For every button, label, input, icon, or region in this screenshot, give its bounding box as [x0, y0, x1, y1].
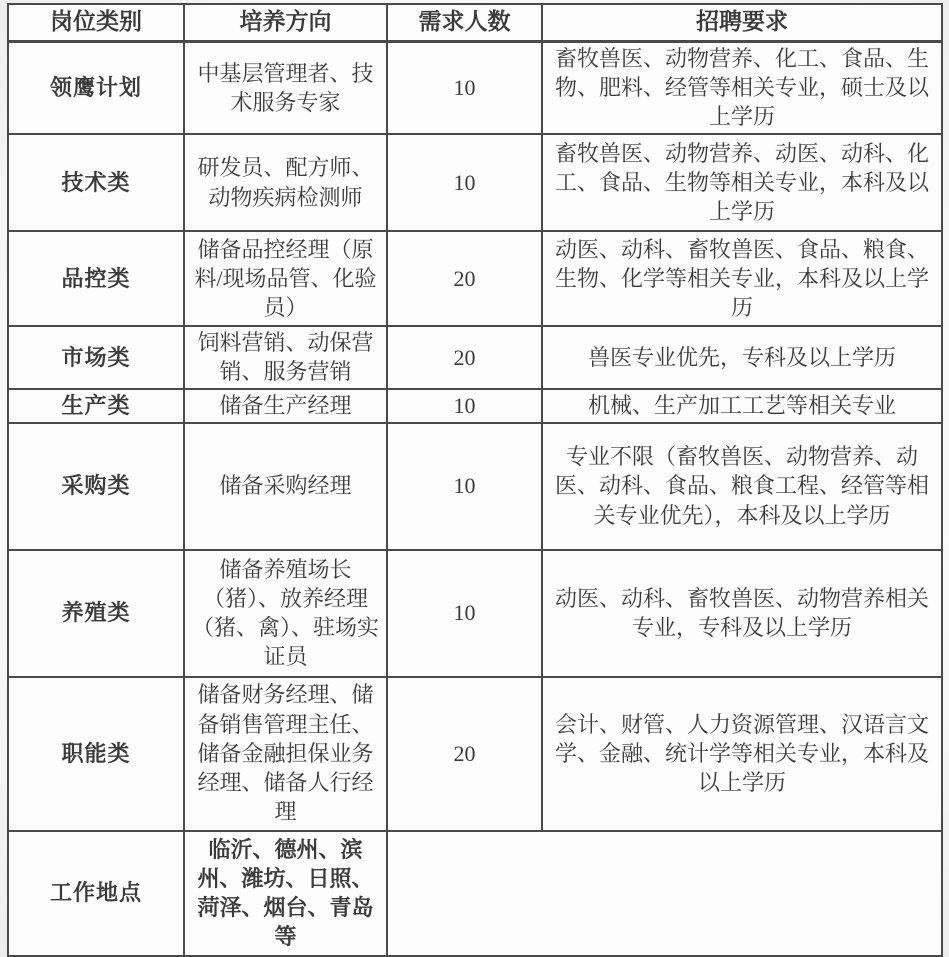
work-location-label: 工作地点 — [8, 831, 184, 956]
requirements-cell: 畜牧兽医、动物营养、化工、食品、生物、肥料、经管等相关专业，硕士及以上学历 — [542, 41, 942, 134]
header-direction: 培养方向 — [184, 4, 387, 41]
table-row — [8, 550, 942, 677]
direction-cell: 储备生产经理 — [184, 389, 387, 423]
category-cell: 养殖类 — [8, 550, 184, 677]
count-cell: 20 — [387, 677, 542, 831]
work-location-list: 临沂、德州、滨州、潍坊、日照、菏泽、烟台、青岛等 — [184, 831, 387, 956]
table-row — [8, 423, 942, 550]
count-cell: 10 — [387, 41, 542, 134]
direction-cell: 储备采购经理 — [184, 423, 387, 550]
header-count: 需求人数 — [387, 4, 542, 41]
table-row — [8, 389, 942, 423]
table-row — [8, 41, 942, 134]
count-cell: 10 — [387, 389, 542, 423]
category-cell: 生产类 — [8, 389, 184, 423]
direction-cell: 储备品控经理（原料/现场品管、化验员） — [184, 231, 387, 326]
requirements-cell: 机械、生产加工工艺等相关专业 — [542, 389, 942, 423]
table-row — [8, 677, 942, 831]
requirements-cell: 专业不限（畜牧兽医、动物营养、动医、动科、食品、粮食工程、经管等相关专业优先），本科及以上学历 — [542, 423, 942, 550]
count-cell: 20 — [387, 326, 542, 389]
category-cell: 品控类 — [8, 231, 184, 326]
direction-cell: 储备养殖场长（猪）、放养经理（猪、禽）、驻场实证员 — [184, 550, 387, 677]
direction-cell: 储备财务经理、储备销售管理主任、储备金融担保业务经理、储备人行经理 — [184, 677, 387, 831]
requirements-cell: 动医、动科、畜牧兽医、食品、粮食、生物、化学等相关专业，本科及以上学历 — [542, 231, 942, 326]
table-header-row — [8, 4, 942, 41]
category-cell: 市场类 — [8, 326, 184, 389]
empty-merged-cell — [387, 831, 942, 956]
table-row — [8, 326, 942, 389]
requirements-cell: 兽医专业优先，专科及以上学历 — [542, 326, 942, 389]
table-row — [8, 231, 942, 326]
requirements-cell: 动医、动科、畜牧兽医、动物营养相关专业，专科及以上学历 — [542, 550, 942, 677]
requirements-cell: 会计、财管、人力资源管理、汉语言文学、金融、统计学等相关专业，本科及以上学历 — [542, 677, 942, 831]
category-cell: 技术类 — [8, 134, 184, 231]
category-cell: 领鹰计划 — [8, 41, 184, 134]
requirements-cell: 畜牧兽医、动物营养、动医、动科、化工、食品、生物等相关专业，本科及以上学历 — [542, 134, 942, 231]
count-cell: 10 — [387, 423, 542, 550]
category-cell: 采购类 — [8, 423, 184, 550]
category-cell: 职能类 — [8, 677, 184, 831]
table-row — [8, 134, 942, 231]
recruitment-table — [7, 3, 943, 957]
header-requirements: 招聘要求 — [542, 4, 942, 41]
direction-cell: 中基层管理者、技术服务专家 — [184, 41, 387, 134]
direction-cell: 饲料营销、动保营销、服务营销 — [184, 326, 387, 389]
count-cell: 10 — [387, 550, 542, 677]
work-location-row — [8, 831, 942, 956]
count-cell: 10 — [387, 134, 542, 231]
header-category: 岗位类别 — [8, 4, 184, 41]
direction-cell: 研发员、配方师、动物疾病检测师 — [184, 134, 387, 231]
count-cell: 20 — [387, 231, 542, 326]
